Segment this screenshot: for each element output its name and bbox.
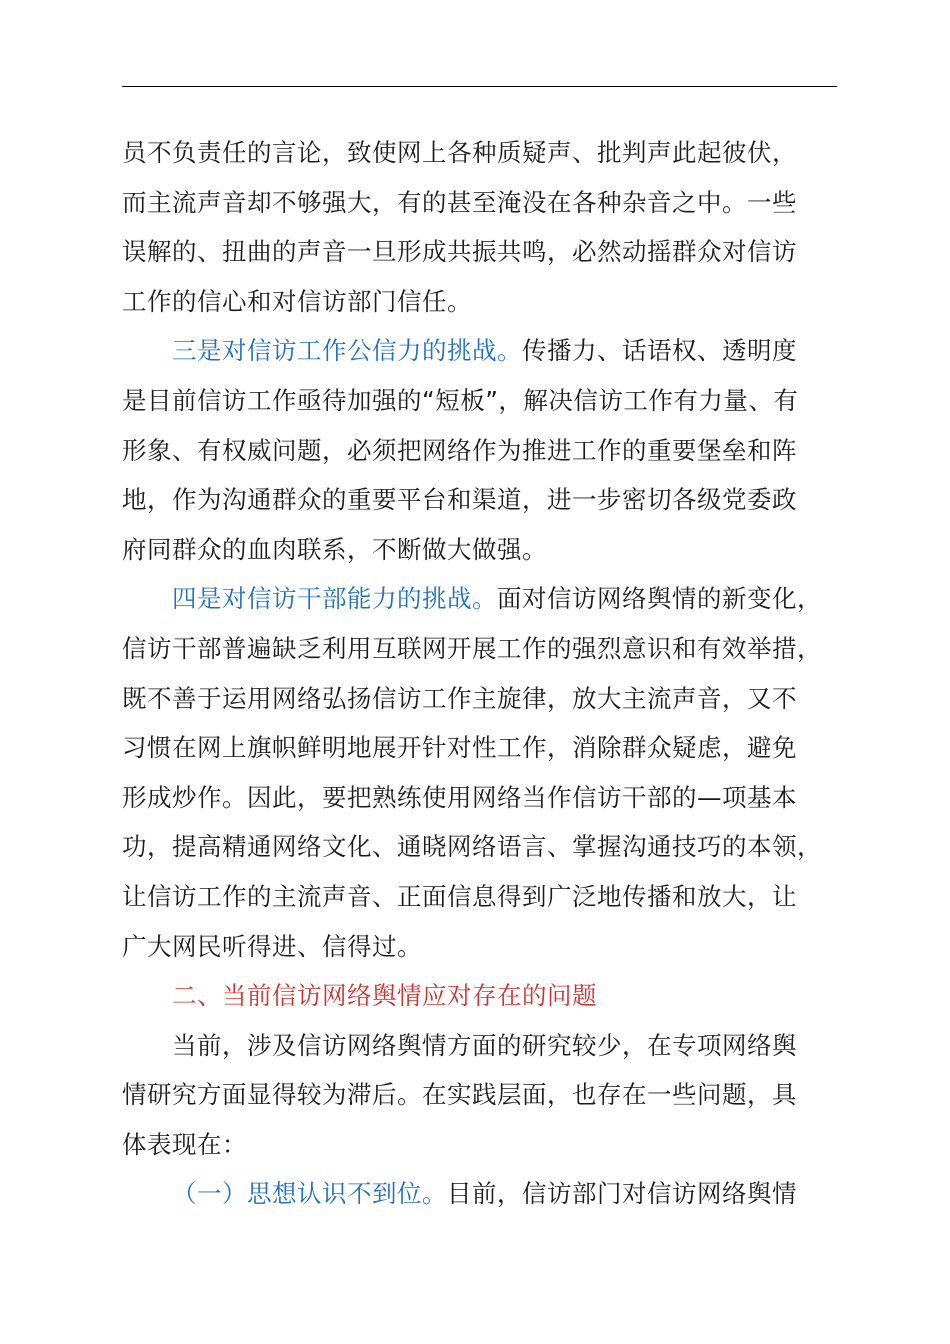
text-span: 面对信访网络舆情的新变化， bbox=[497, 584, 822, 614]
text-span: 传播力、话语权、透明度 bbox=[522, 336, 797, 366]
text-line: 员不负责任的言论，致使网上各种质疑声、批判声此起彼伏， bbox=[122, 138, 797, 167]
text-line: 既不善于运用网络弘扬信访工作主旋律，放大主流声音，又不 bbox=[122, 683, 797, 713]
text-line: 功，提高精通网络文化、通晓网络语言、掌握沟通技巧的本领， bbox=[122, 832, 822, 862]
paragraph-first-line bbox=[122, 326, 862, 376]
paragraph-first-line bbox=[122, 574, 862, 624]
text-line: 府同群众的血肉联系，不断做大做强。 bbox=[122, 534, 547, 564]
subsection-lead-blue: （一）思想认识不到位。 bbox=[172, 1179, 447, 1209]
section-lead-blue: 四是对信访干部能力的挑战。 bbox=[172, 584, 497, 614]
text-line: 而主流声音却不够强大，有的甚至淹没在各种杂音之中。一些 bbox=[122, 187, 797, 217]
document-body bbox=[122, 128, 862, 1219]
text-line: 地，作为沟通群众的重要平台和渠道，进一步密切各级党委政 bbox=[122, 485, 797, 515]
text-span: 目前，信访部门对信访网络舆情 bbox=[447, 1179, 797, 1209]
text-line: 习惯在网上旗帜鲜明地展开针对性工作，消除群众疑虑，避免 bbox=[122, 733, 797, 763]
section-heading: 二、当前信访网络舆情应对存在的问题 bbox=[172, 981, 597, 1011]
header-rule bbox=[122, 86, 837, 87]
text-line: 让信访工作的主流声音、正面信息得到广泛地传播和放大，让 bbox=[122, 881, 797, 911]
text-line: 误解的、扭曲的声音一旦形成共振共鸣，必然动摇群众对信访 bbox=[122, 237, 797, 267]
paragraph-first-line: 当前，涉及信访网络舆情方面的研究较少，在专项网络舆 bbox=[172, 1030, 797, 1060]
text-line: 广大网民听得进、信得过。 bbox=[122, 931, 422, 961]
text-line: 工作的信心和对信访部门信任。 bbox=[122, 286, 472, 316]
text-line: 体表现在： bbox=[122, 1129, 247, 1159]
text-line: 信访干部普遍缺乏利用互联网开展工作的强烈意识和有效举措， bbox=[122, 633, 822, 663]
paragraph-first-line bbox=[122, 1169, 862, 1219]
text-line: 形象、有权威问题，必须把网络作为推进工作的重要堡垒和阵 bbox=[122, 435, 797, 465]
text-line: 情研究方面显得较为滞后。在实践层面，也存在一些问题，具 bbox=[122, 1080, 797, 1110]
section-lead-blue: 三是对信访工作公信力的挑战。 bbox=[172, 336, 522, 366]
text-line: 形成炒作。因此，要把熟练使用网络当作信访干部的—项基本 bbox=[122, 782, 797, 812]
text-line: 是目前信访工作亟待加强的“短板”，解决信访工作有力量、有 bbox=[122, 385, 799, 415]
